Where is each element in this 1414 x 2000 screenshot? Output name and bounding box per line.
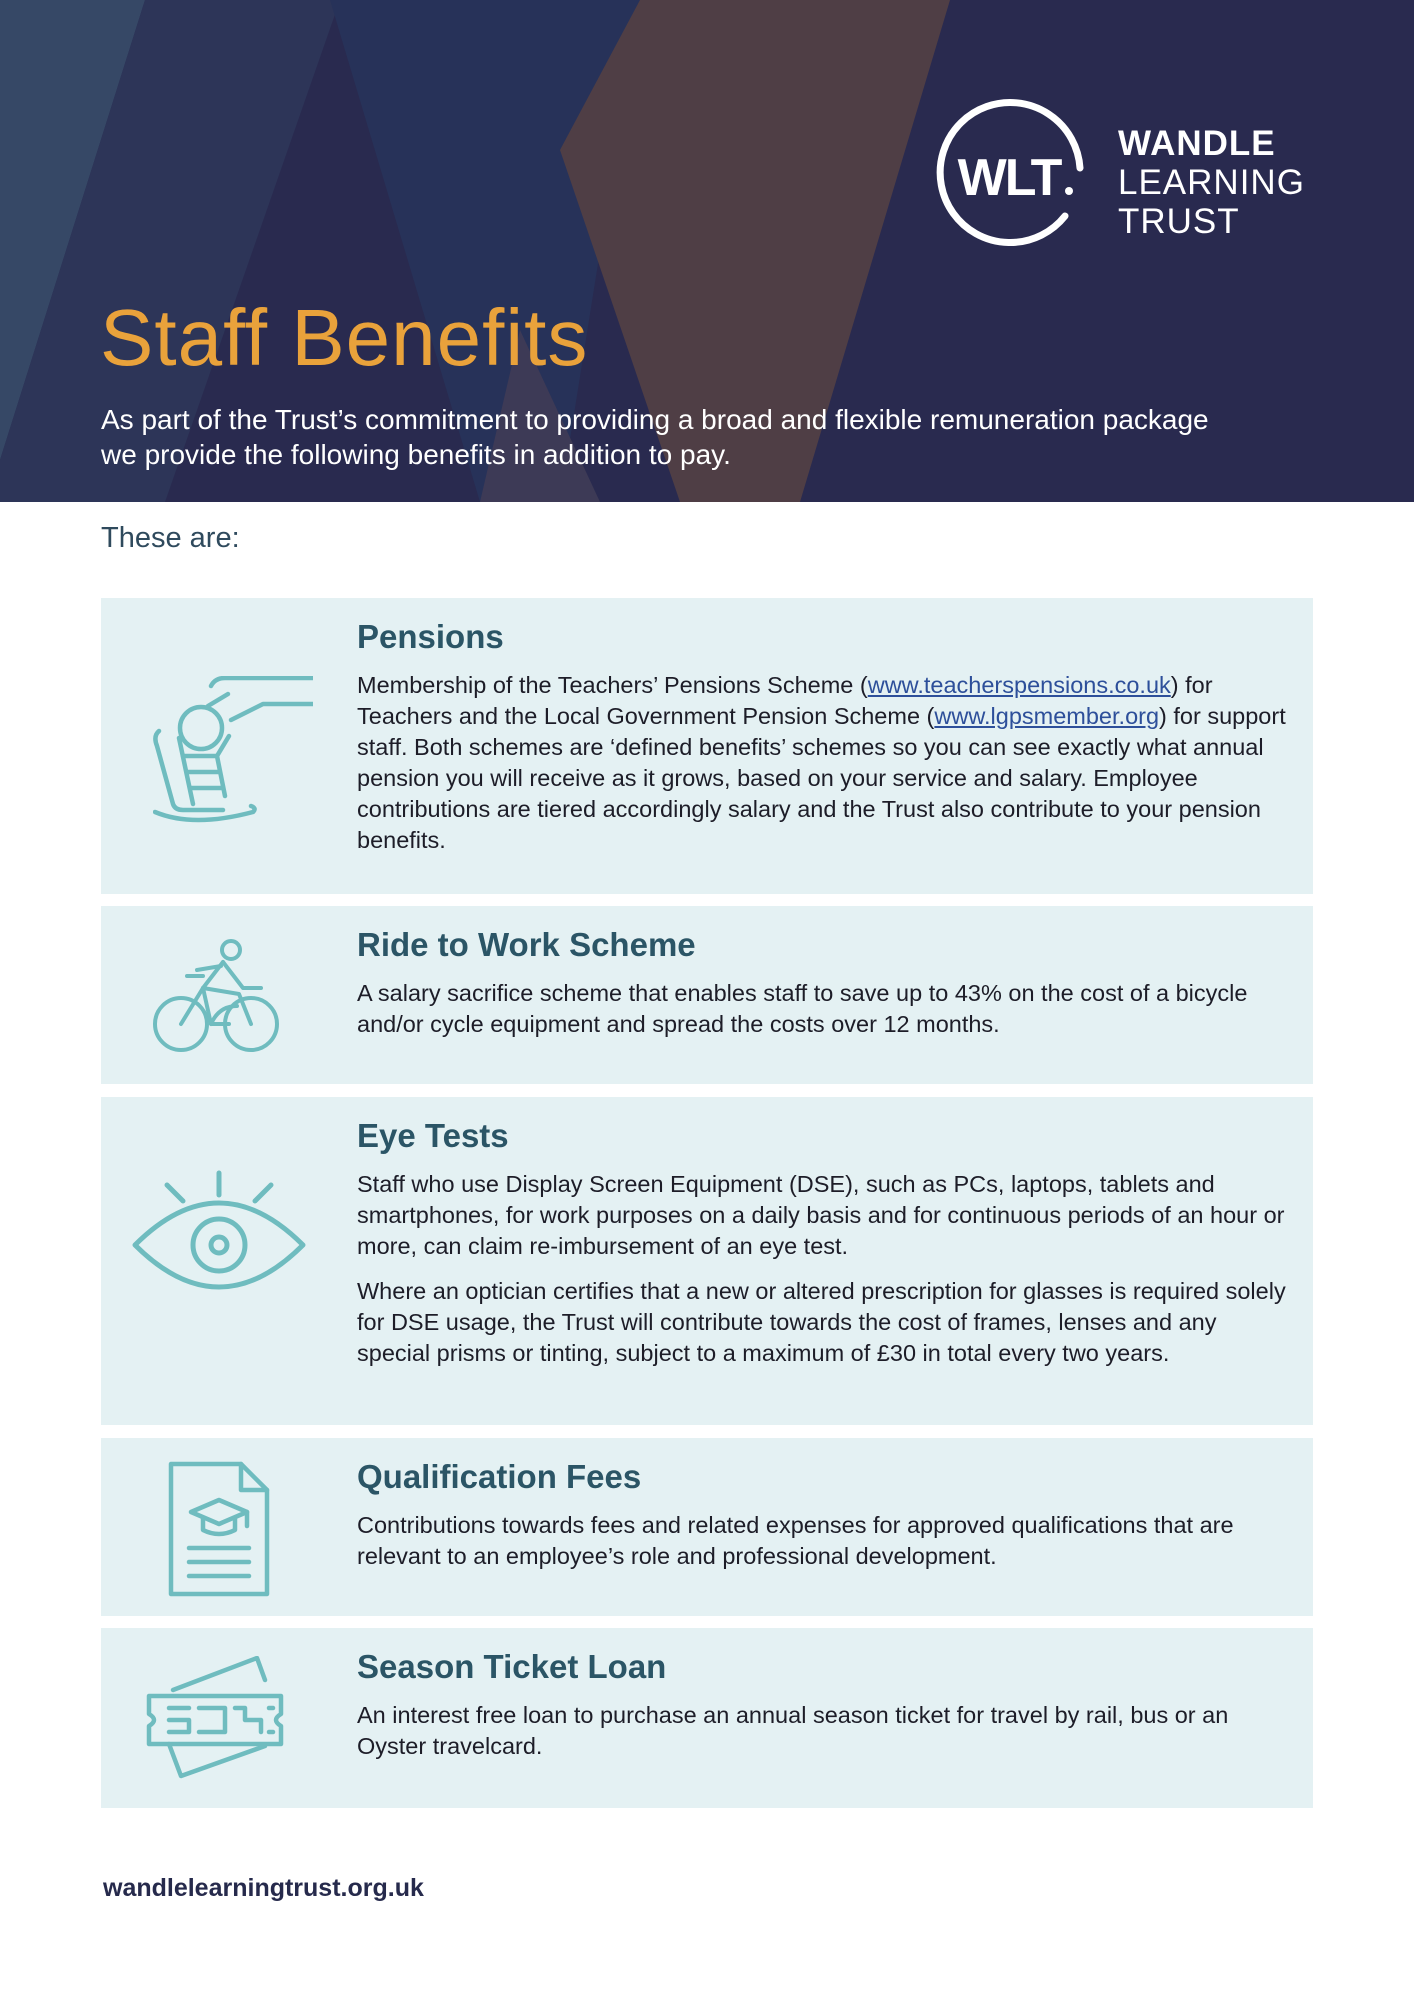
benefit-card-qualification-fees [101, 1438, 1313, 1616]
benefit-text-qualification-fees: Contributions towards fees and related expenses for approved qualifications that are relevant to an employee’s role and professional development. [357, 1512, 1234, 1569]
logo-line-1: WANDLE [1118, 124, 1276, 163]
bicycle-icon [151, 936, 281, 1056]
footer-website-link[interactable]: wandlelearningtrust.org.uk [103, 1874, 424, 1902]
eye-tests-paragraph-2: Where an optician certifies that a new or altered prescription for glasses is required solely for DSE usage, the Trust will contribute towards the cost of frames, lenses and any special prisms or tinting, subject to a maximum of £30 in total every two years. [357, 1278, 1286, 1366]
lead-in-text: These are: [101, 522, 240, 554]
logo-line-3: TRUST [1118, 202, 1240, 241]
benefit-title-pensions: Pensions [357, 618, 504, 655]
logo-line-2: LEARNING [1118, 163, 1305, 202]
eye-icon [131, 1169, 307, 1299]
pensions-text-part-1: Membership of the Teachers’ Pensions Scheme ( [357, 672, 868, 698]
benefit-text-pensions [357, 670, 1293, 856]
benefit-text-eye-tests [357, 1169, 1293, 1383]
header-banner [0, 0, 1414, 502]
eye-tests-paragraph-1: Staff who use Display Screen Equipment (DSE), such as PCs, laptops, tablets and smartphones, for work purposes on a daily basis and for continuous periods of an hour or more, can claim re-imbursement of an eye test. [357, 1171, 1285, 1259]
pensions-text-part-2: ) for Teachers and the Local Government Pension Scheme ( [357, 672, 1213, 729]
ticket-icon [145, 1656, 289, 1784]
logo-circle-mark [930, 98, 1090, 258]
logo-monogram: WLT [957, 149, 1061, 207]
benefit-card-season-ticket-loan [101, 1628, 1313, 1808]
benefit-text-season-ticket-loan: An interest free loan to purchase an annual season ticket for travel by rail, bus or an Oyster travelcard. [357, 1702, 1229, 1759]
certificate-icon [167, 1460, 271, 1600]
benefit-title-season-ticket-loan: Season Ticket Loan [357, 1648, 667, 1685]
logo-wordmark [1118, 124, 1305, 241]
pension-icon [153, 676, 313, 828]
pensions-text-part-3: ) for support staff. Both schemes are ‘defined benefits’ schemes so you can see exactly what annual pension you will receive as it grows, based on your service and salary. Employee contributions are tiered accordingly salary and the Trust also contribute to your pension benefits. [357, 703, 1286, 853]
benefit-card-pensions [101, 598, 1313, 894]
teacherspensions-link[interactable]: www.teacherspensions.co.uk [867, 672, 1171, 698]
benefit-card-eye-tests [101, 1097, 1313, 1425]
intro-text: As part of the Trust’s commitment to providing a broad and flexible remuneration package we provide the following benefits in addition to pay. [101, 404, 1209, 470]
benefit-title-ride-to-work: Ride to Work Scheme [357, 926, 696, 963]
benefit-card-ride-to-work [101, 906, 1313, 1084]
wlt-logo [930, 98, 1320, 270]
lgpsmember-link[interactable]: www.lgpsmember.org [934, 703, 1160, 729]
benefit-title-qualification-fees: Qualification Fees [357, 1458, 642, 1495]
page-title: Staff Benefits [100, 293, 589, 382]
benefit-title-eye-tests: Eye Tests [357, 1117, 509, 1154]
benefit-text-ride-to-work: A salary sacrifice scheme that enables staff to save up to 43% on the cost of a bicycle and/or cycle equipment and spread the costs over 12 months. [357, 980, 1248, 1037]
